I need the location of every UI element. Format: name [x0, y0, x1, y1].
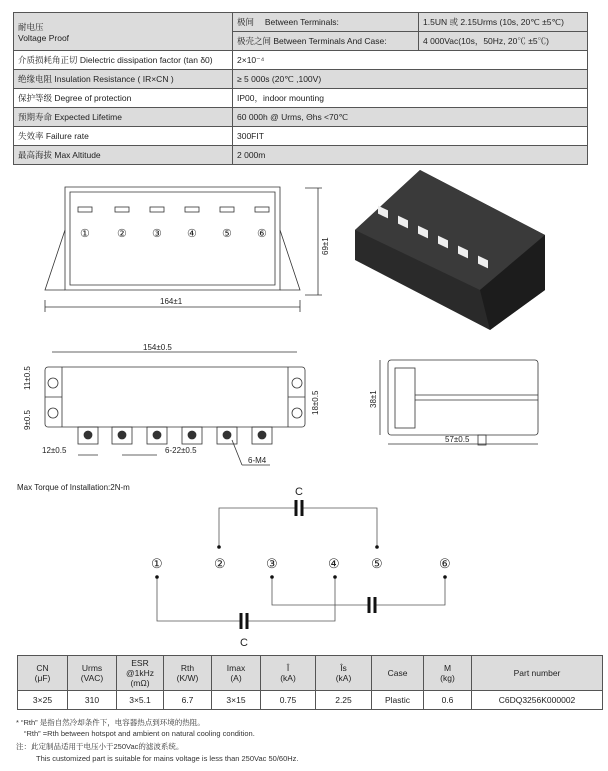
column-header: Îs (kA): [316, 656, 372, 691]
terminal-screw: [188, 431, 196, 439]
table-cell: Plastic: [372, 691, 424, 710]
dim-18: 18±0.5: [311, 390, 320, 415]
between-terminals-value: 1.5UN 或 2.15Urms (10s, 20℃ ±5℃): [419, 13, 588, 32]
terminal-screw: [118, 431, 126, 439]
terminal-screw: [84, 431, 92, 439]
parts-table: [17, 655, 603, 710]
spec-label: 保护等级 Degree of protection: [14, 89, 233, 108]
table-cell: C6DQ3256K000002: [472, 691, 603, 710]
footnote: * “Rth” 是指自然冷却条件下，电容器热点到环境的热阻。: [16, 718, 205, 727]
spec-label: 介质损耗角正切 Dielectric dissipation factor (tan δ0): [14, 51, 233, 70]
dim-12: 12±0.5: [42, 446, 67, 455]
dim-9: 9±0.5: [23, 410, 32, 430]
terminal-slot: [220, 207, 234, 212]
dim-38: 38±1: [369, 390, 378, 408]
spec-value: 60 000h @ Urms, Θhs <70℃: [233, 108, 588, 127]
terminal-slot: [150, 207, 164, 212]
spec-value: 300FIT: [233, 127, 588, 146]
table-cell: 310: [68, 691, 117, 710]
table-cell: 3×15: [212, 691, 261, 710]
terminal-slot: [115, 207, 129, 212]
bottom-view: [23, 343, 320, 465]
terminal-number: ②: [117, 228, 127, 240]
spec-label: 预期寿命 Expected Lifetime: [14, 108, 233, 127]
dim-length: 154±0.5: [143, 343, 172, 352]
terminal-number: ⑤: [222, 228, 232, 240]
terminal-number: ④: [187, 228, 197, 240]
table-cell: 6.7: [164, 691, 212, 710]
dim-height: 69±1: [321, 237, 330, 255]
dim-11: 11±0.5: [23, 366, 32, 390]
torque-note: Max Torque of Installation:2N-m: [17, 483, 130, 492]
footnote: “Rth” =Rth between hotspot and ambient on natural cooling condition.: [24, 729, 255, 738]
terminal-slot: [78, 207, 92, 212]
terminal-slot: [185, 207, 199, 212]
column-header: Rth (K/W): [164, 656, 212, 691]
column-header: Part number: [472, 656, 603, 691]
column-header: Case: [372, 656, 424, 691]
column-header: Urms (VAC): [68, 656, 117, 691]
spec-label: 失效率 Failure rate: [14, 127, 233, 146]
terminal-screw: [153, 431, 161, 439]
dim-57: 57±0.5: [445, 435, 470, 444]
label-cn: 耐电压: [18, 21, 44, 32]
table-cell: 0.75: [261, 691, 316, 710]
footnote: 注：此定制品适用于电压小于250Vac的滤波系统。: [16, 742, 184, 751]
column-header: Î (kA): [261, 656, 316, 691]
spec-value: 2 000m: [233, 146, 588, 165]
footnote: This customized part is suitable for mains voltage is less than 250Vac 50/60Hz.: [36, 754, 299, 763]
table-cell: 0.6: [424, 691, 472, 710]
terminals-case-label: 极壳之间 Between Terminals And Case:: [233, 32, 419, 51]
terminal-number: ③: [152, 228, 162, 240]
schematic-terminal: ④: [328, 556, 340, 571]
label-en: Voltage Proof: [18, 32, 70, 43]
product-3d-image: [355, 170, 545, 330]
dim-pitch: 6-22±0.5: [165, 446, 197, 455]
terminal-screw: [258, 431, 266, 439]
column-header: M (kg): [424, 656, 472, 691]
schematic-terminal: ①: [151, 556, 163, 571]
cap-label-bottom: C: [240, 637, 248, 649]
spec-label: 绝缘电阻 Insulation Resistance ( IR×CN ): [14, 70, 233, 89]
dim-width: 164±1: [160, 297, 183, 306]
terminal-screw: [223, 431, 231, 439]
between-terminals-label: 极间 Between Terminals:: [233, 13, 419, 32]
table-cell: 2.25: [316, 691, 372, 710]
spec-value: IP00，indoor mounting: [233, 89, 588, 108]
schematic-terminal: ⑤: [371, 556, 383, 571]
schematic-terminal: ⑥: [439, 556, 451, 571]
dim-m4: 6-M4: [248, 456, 267, 465]
terminal-number: ①: [80, 228, 90, 240]
schematic-terminal: ②: [214, 556, 226, 571]
front-view: [45, 187, 330, 312]
column-header: Imax (A): [212, 656, 261, 691]
spec-label: 最高海拔 Max Altitude: [14, 146, 233, 165]
spec-value: ≥ 5 000s (20℃ ,100V): [233, 70, 588, 89]
column-header: ESR @1kHz (mΩ): [117, 656, 164, 691]
terminals-case-value: 4 000Vac(10s，50Hz, 20℃ ±5℃): [419, 32, 588, 51]
circuit-schematic: [151, 486, 451, 649]
side-view: [369, 360, 538, 445]
table-cell: 3×5.1: [117, 691, 164, 710]
terminal-slot: [255, 207, 269, 212]
table-cell: 3×25: [18, 691, 68, 710]
cap-label-top: C: [295, 486, 303, 498]
spec-value: 2×10⁻⁴: [233, 51, 588, 70]
column-header: CN (μF): [18, 656, 68, 691]
terminal-number: ⑥: [257, 228, 267, 240]
schematic-terminal: ③: [266, 556, 278, 571]
